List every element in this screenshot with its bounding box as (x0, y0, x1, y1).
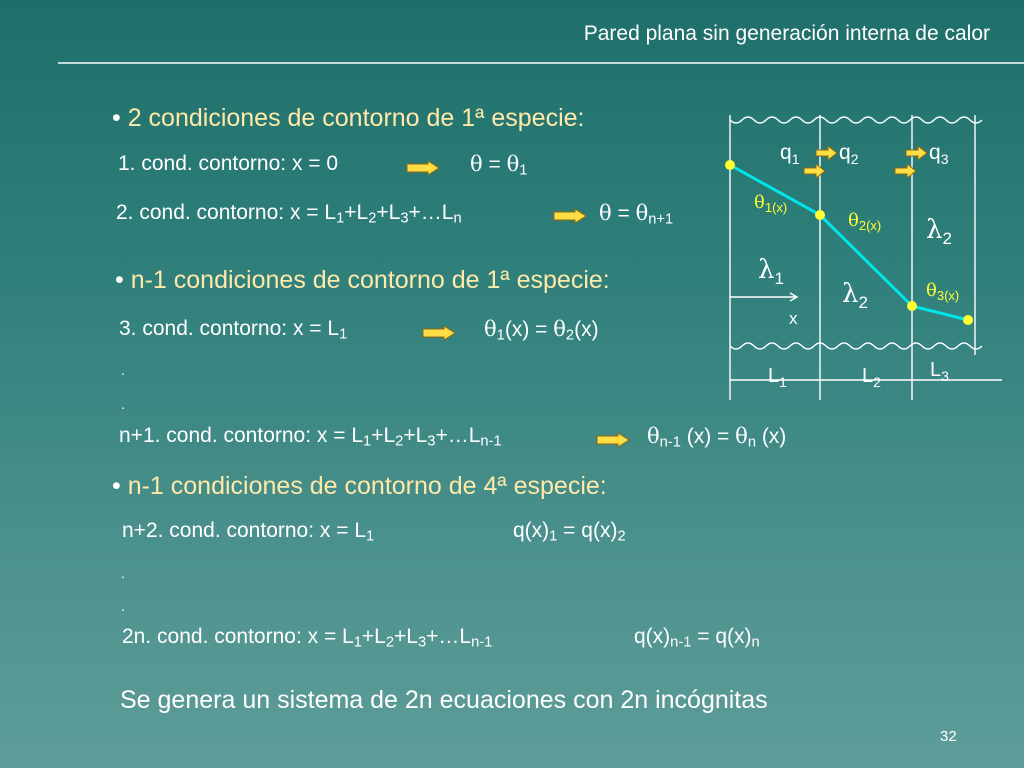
node-point (963, 315, 973, 325)
ellipsis-dot: . (121, 362, 125, 378)
bullet-mark: • (115, 266, 131, 294)
heat-flux-arrow-icon (895, 164, 916, 178)
wall-bottom-edge (730, 343, 982, 349)
right-arrow-icon (406, 160, 440, 176)
bullet-text-2: n-1 condiciones de contorno de 1ª especie: (130, 266, 610, 294)
condition-1-rhs: θ = θ1 (470, 152, 528, 179)
condition-2-rhs: θ = θn+1 (599, 201, 674, 228)
title-divider (58, 62, 1024, 64)
bullet-text-1: 2 condiciones de contorno de 1ª especie: (127, 104, 585, 132)
slide-title: Pared plana sin generación interna de calor (583, 22, 990, 45)
right-arrow-icon (553, 208, 587, 224)
theta3-label: $\theta_{3(x)}$ (926, 280, 960, 303)
right-arrow-icon (422, 325, 456, 341)
condition-3-rhs: θ1(x) = θ2(x) (484, 317, 599, 344)
ellipsis-dot: . (121, 396, 125, 412)
heat-flux-arrow-icon (906, 146, 927, 160)
heat-flux-arrow-icon (804, 164, 825, 178)
condition-6-rhs: q(x)n-1 = q(x)n (634, 625, 760, 651)
x-axis-label: x (789, 309, 798, 328)
bullet-heading-3 (112, 472, 607, 501)
bullet-mark: • (112, 472, 128, 500)
bullet-mark: • (112, 104, 128, 132)
theta2-label: $\theta_{2(x)}$ (848, 210, 882, 233)
heat-flux-arrow-icon (816, 146, 837, 160)
lambda1-label: $\lambda_1$ (758, 255, 784, 288)
node-point (725, 160, 735, 170)
condition-1-lhs: 1. cond. contorno: x = 0 (118, 152, 339, 175)
heat-flux-arrows (804, 146, 927, 178)
condition-line-5: n+2. cond. contorno: x = L1 (122, 519, 375, 545)
conclusion-text: Se genera un sistema de 2n ecuaciones con 2n incógnitas (120, 686, 768, 714)
bullet-text-3: n-1 condiciones de contorno de 4ª especie: (127, 472, 607, 500)
q3-label: $q_3$ (929, 141, 949, 167)
theta1-label: $\theta_{1(x)}$ (754, 192, 788, 215)
lambda3-label: $\lambda_2$ (926, 215, 952, 248)
bullet-heading-2 (115, 266, 610, 295)
ellipsis-dot: . (121, 565, 125, 581)
node-point (815, 210, 825, 220)
condition-line-1 (118, 152, 338, 176)
wall-diagram (720, 110, 1015, 410)
condition-line-2: 2. cond. contorno: x = L1+L2+L3+…Ln (116, 201, 462, 227)
condition-line-6: 2n. cond. contorno: x = L1+L2+L3+…Ln-1 (122, 625, 493, 651)
condition-line-3: 3. cond. contorno: x = L1 (119, 317, 348, 343)
condition-4-rhs: θn-1 (x) = θn (x) (647, 424, 787, 451)
L1-label: $L_1$ (768, 365, 787, 390)
condition-line-4: n+1. cond. contorno: x = L1+L2+L3+…Ln-1 (119, 424, 502, 450)
ellipsis-dot: . (121, 598, 125, 614)
condition-5-rhs: q(x)1 = q(x)2 (513, 519, 626, 545)
q2-label: $q_2$ (839, 141, 859, 167)
page-number: 32 (940, 728, 957, 745)
wall-top-edge (730, 117, 982, 123)
bullet-heading-1 (112, 104, 585, 133)
lambda2-label: $\lambda_2$ (842, 279, 868, 312)
node-point (907, 301, 917, 311)
right-arrow-icon (596, 432, 630, 448)
L2-label: $L_2$ (862, 365, 881, 390)
L3-label: $L_3$ (930, 359, 949, 384)
q1-label: $q_1$ (780, 141, 800, 167)
